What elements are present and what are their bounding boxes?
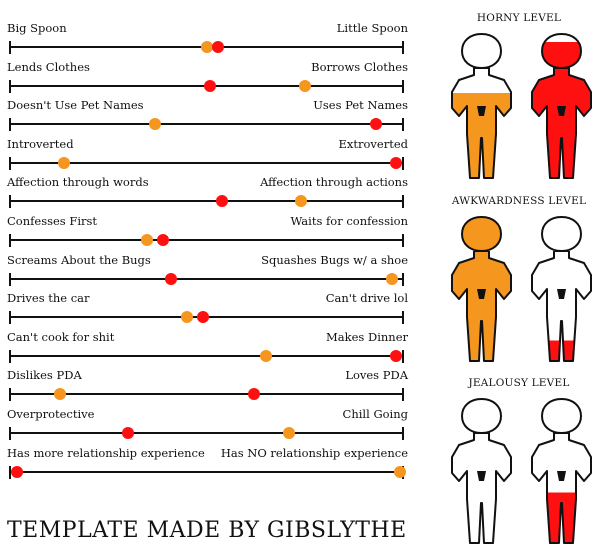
scale-track xyxy=(9,350,404,363)
red-marker[interactable] xyxy=(390,157,402,169)
scale-track xyxy=(9,41,404,54)
scale-track xyxy=(9,273,404,286)
orange-marker[interactable] xyxy=(181,311,193,323)
red-marker[interactable] xyxy=(165,273,177,285)
scale-track xyxy=(9,311,404,324)
scale-right-label: Can't drive lol xyxy=(325,291,408,306)
scale-left-label: Screams About the Bugs xyxy=(7,252,151,267)
scale-track xyxy=(9,80,404,93)
orange-marker[interactable] xyxy=(386,273,398,285)
scale-left-label: Dislikes PDA xyxy=(7,368,82,383)
level-title: HORNY LEVEL xyxy=(476,12,562,24)
scale-right-label: Has NO relationship experience xyxy=(220,445,408,460)
red-marker[interactable] xyxy=(390,350,402,362)
scale-left-label: Big Spoon xyxy=(7,21,67,35)
scale-right-label: Chill Going xyxy=(342,407,408,421)
red-marker[interactable] xyxy=(248,388,260,400)
orange-marker[interactable] xyxy=(54,388,66,400)
scale-right-label: Loves PDA xyxy=(345,368,408,383)
orange-marker[interactable] xyxy=(260,350,272,362)
red-marker[interactable] xyxy=(204,80,216,92)
orange-person-figure xyxy=(444,30,519,180)
red-marker[interactable] xyxy=(122,427,134,439)
red-person-figure xyxy=(524,395,599,545)
scale-track xyxy=(9,466,404,479)
scale-right-label: Makes Dinner xyxy=(326,329,408,344)
scale-left-label: Introverted xyxy=(7,136,74,151)
red-marker[interactable] xyxy=(212,41,224,53)
red-person-figure xyxy=(524,213,599,363)
orange-marker[interactable] xyxy=(149,118,161,130)
red-marker[interactable] xyxy=(197,311,209,323)
scale-left-label: Doesn't Use Pet Names xyxy=(7,98,144,113)
scale-left-label: Drives the car xyxy=(7,291,90,306)
orange-marker[interactable] xyxy=(295,195,307,207)
scale-right-label: Squashes Bugs w/ a shoe xyxy=(261,252,408,267)
scale-right-label: Affection through actions xyxy=(260,175,408,190)
orange-person-figure xyxy=(444,213,519,363)
scale-track xyxy=(9,195,404,208)
orange-person-figure xyxy=(444,395,519,545)
scale-track xyxy=(9,157,404,170)
orange-marker[interactable] xyxy=(141,234,153,246)
red-marker[interactable] xyxy=(216,195,228,207)
red-marker[interactable] xyxy=(370,118,382,130)
scale-right-label: Little Spoon xyxy=(336,21,408,35)
scale-left-label: Confesses First xyxy=(7,214,98,228)
template-credit: TEMPLATE MADE BY GIBSLYTHE xyxy=(7,518,407,543)
level-title: AWKWARDNESS LEVEL xyxy=(451,195,587,207)
scale-right-label: Extroverted xyxy=(338,136,408,151)
orange-marker[interactable] xyxy=(58,157,70,169)
scale-left-label: Lends Clothes xyxy=(7,59,90,74)
scale-left-label: Affection through words xyxy=(7,175,149,190)
orange-marker[interactable] xyxy=(299,80,311,92)
scale-left-label: Can't cook for shit xyxy=(7,329,115,344)
red-marker[interactable] xyxy=(157,234,169,246)
orange-marker[interactable] xyxy=(283,427,295,439)
scale-track xyxy=(9,118,404,131)
scale-left-label: Has more relationship experience xyxy=(7,445,205,460)
level-title: JEALOUSY LEVEL xyxy=(468,377,570,389)
scale-track xyxy=(9,427,404,440)
scale-track xyxy=(9,234,404,247)
scale-left-label: Overprotective xyxy=(7,407,95,421)
orange-marker[interactable] xyxy=(394,466,406,478)
scale-right-label: Waits for confession xyxy=(290,214,408,228)
orange-marker[interactable] xyxy=(201,41,213,53)
scale-track xyxy=(9,388,404,401)
scale-right-label: Uses Pet Names xyxy=(313,98,408,113)
scale-right-label: Borrows Clothes xyxy=(311,59,408,74)
red-marker[interactable] xyxy=(11,466,23,478)
red-person-figure xyxy=(524,30,599,180)
